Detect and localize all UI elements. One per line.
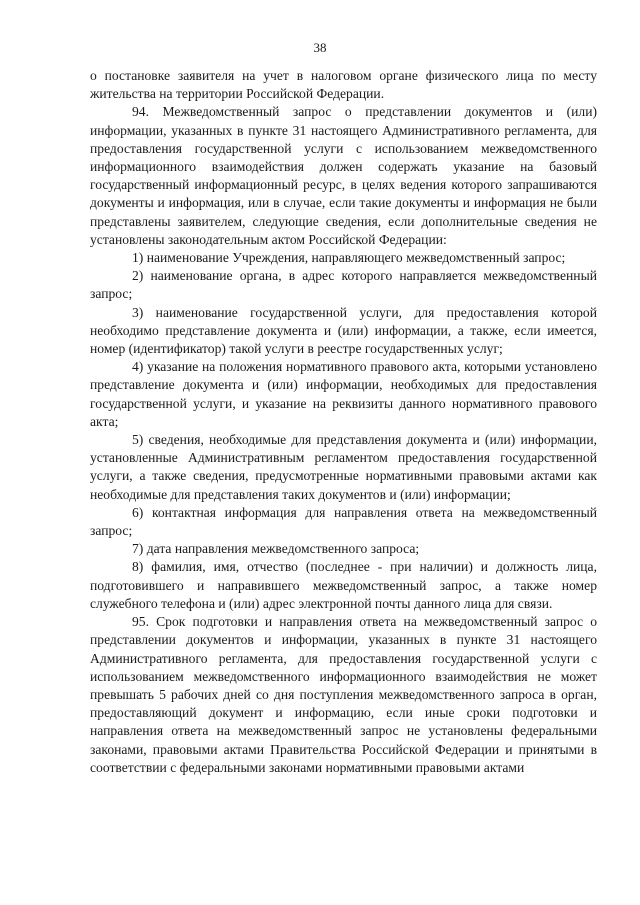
page-number: 38 [313, 40, 327, 55]
list-item-8: 8) фамилия, имя, отчество (последнее - при наличии) и должность лица, подготовившего и направившего межведомственный запрос, а также номер служебного телефона и (или) адрес электронной почты данного лица для связи. [90, 559, 597, 611]
list-item-6: 6) контактная информация для направления ответа на межведомственный запрос; [90, 504, 597, 539]
list-item-4: 4) указание на положения нормативного правового акта, которыми установлено представление документа и (или) информации, необходимых для предоставления государственной услуги, и указание на реквизиты данного нормативного правового акта; [90, 359, 597, 429]
list-item-5: 5) сведения, необходимые для представления документа и (или) информации, установленные Административным регламентом предоставления государственной услуги, а также сведения, предусмотренные нормативными правовыми актами как необходимые для представления таких документов и (или) информации; [90, 432, 597, 502]
paragraph-94: 94. Межведомственный запрос о представлении документов и (или) информации, указанных в пункте 31 настоящего Административного регламента, для предоставления государственной услуги с использованием межведомственного информационного взаимодействия должен содержать указание на базовый государственный информационный ресурс, в целях ведения которого запрашиваются документы и информация, или в случае, если такие документы и информация не были представлены заявителем, следующие сведения, если дополнительные сведения не установлены законодательным актом Российской Федерации: [90, 104, 597, 247]
list-item-2: 2) наименование органа, в адрес которого направляется межведомственный запрос; [90, 268, 597, 302]
list-item-3: 3) наименование государственной услуги, для предоставления которой необходимо представление документа и (или) информации, а также, если имеется, номер (идентификатор) такой услуги в реестре государственных услуг; [90, 304, 597, 357]
document-body [90, 67, 597, 777]
paragraph-95: 95. Срок подготовки и направления ответа на межведомственный запрос о представлении документов и информации, указанных в пункте 31 настоящего Административного регламента, для предоставления государственной услуги с использованием межведомственного информационного взаимодействия не может превышать 5 рабочих дней со дня поступления межведомственного запроса в орган, предоставляющий документ и информацию, если иные сроки подготовки и направления ответа на межведомственный запрос не установлены федеральными законами, правовыми актами Правительства Российской Федерации и принятыми в соответствии с федеральными законами нормативными правовыми актами [90, 614, 597, 775]
list-item-1: 1) наименование Учреждения, направляющего межведомственный запрос; [132, 250, 566, 266]
list-item-7: 7) дата направления межведомственного запроса; [132, 541, 420, 557]
paragraph-continuation: о постановке заявителя на учет в налоговом органе физического лица по месту жительства на территории Российской Федерации. [90, 68, 597, 102]
